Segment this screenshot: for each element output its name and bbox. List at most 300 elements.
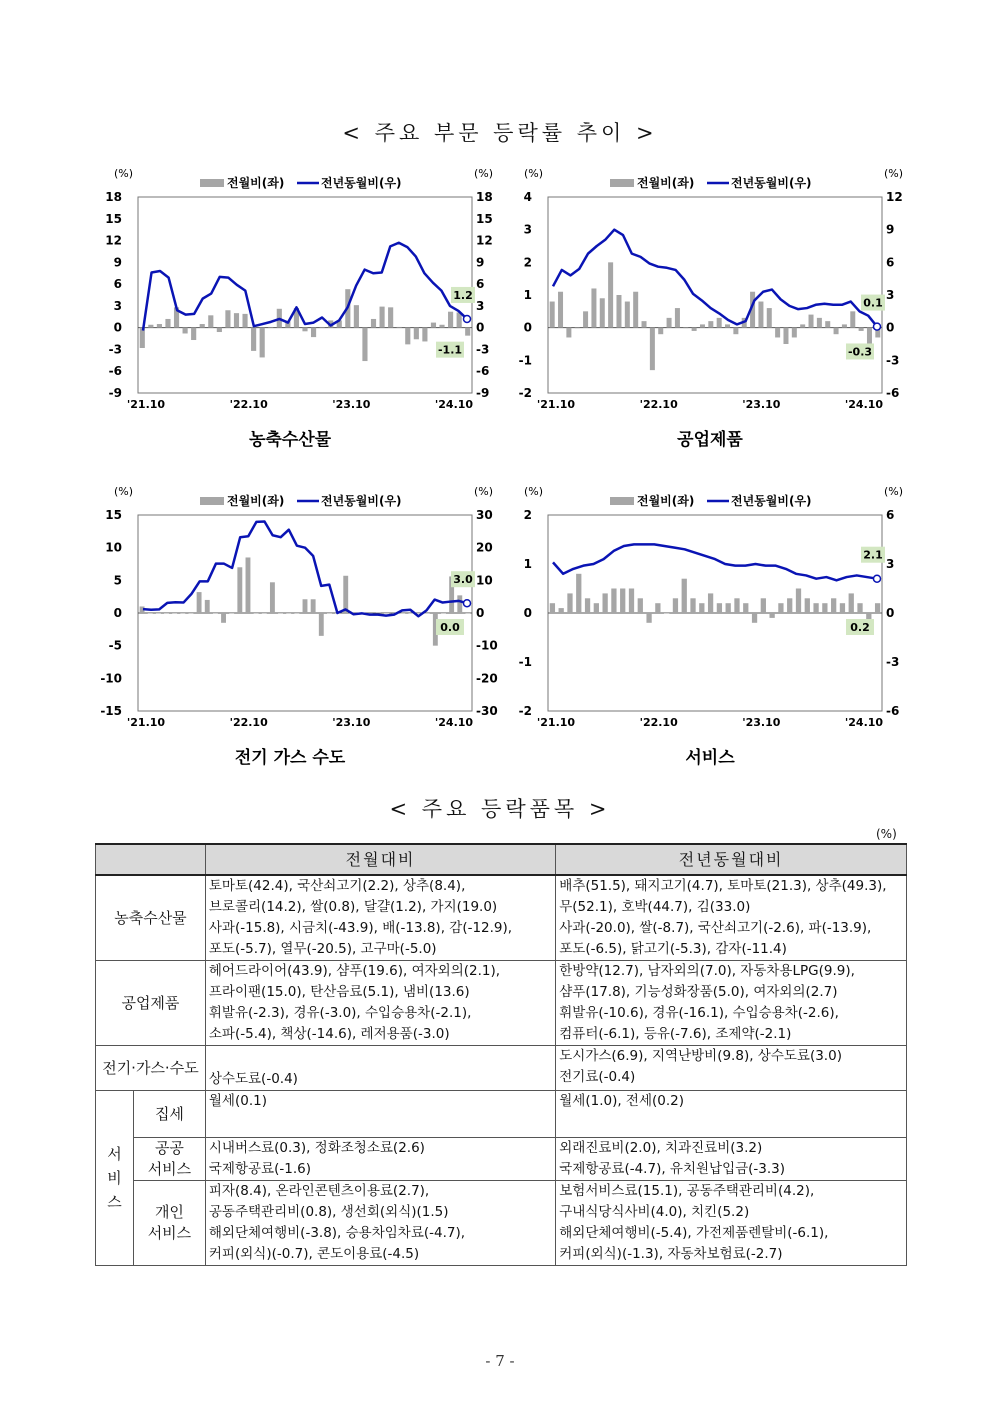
- bar: [775, 328, 780, 338]
- chart-svg: [100, 478, 500, 778]
- right-tick-label: 20: [476, 540, 493, 555]
- bar: [200, 324, 205, 328]
- item-line: 한방약(12.7), 남자외의(7.0), 자동차용LPG(9.9),: [559, 963, 855, 979]
- right-tick-label: 12: [476, 233, 493, 248]
- bar: [254, 613, 259, 614]
- bar: [664, 613, 669, 614]
- line-end-marker: [464, 315, 471, 322]
- x-tick-label: '24.10: [844, 716, 884, 729]
- left-tick-label: -1: [518, 655, 532, 669]
- bar: [834, 328, 839, 335]
- item-lines: [209, 1223, 552, 1265]
- bar: [405, 328, 410, 345]
- yoy-cell: [556, 1181, 907, 1266]
- item-line: 커피(외식)(-1.3), 자동차보험료(-2.7): [559, 1246, 783, 1262]
- items-table: [95, 843, 907, 1266]
- bar: [682, 579, 687, 613]
- left-tick-label: 15: [105, 211, 122, 226]
- item-line: 배추(51.5), 돼지고기(4.7), 토마토(21.3), 상추(49.3),: [559, 878, 887, 894]
- item-line: 토마토(42.4), 국산쇠고기(2.2), 상추(8.4),: [208, 878, 466, 894]
- bar: [875, 603, 880, 613]
- bar: [180, 613, 185, 614]
- service-char: 스: [107, 1193, 122, 1211]
- bar: [448, 312, 453, 328]
- item-lines: [209, 1069, 552, 1090]
- subcategory-line: 공공: [154, 1139, 184, 1157]
- chart-title: 공업제품: [677, 430, 743, 450]
- bar-last-label: [436, 342, 464, 358]
- item-lines: [559, 1138, 903, 1159]
- service-subcategory: [133, 1091, 205, 1138]
- bar: [800, 324, 805, 327]
- x-tick-label: '23.10: [332, 716, 371, 729]
- item-line: 월세(1.0), 전세(0.2): [559, 1093, 685, 1109]
- item-lines: [559, 961, 903, 1003]
- item-lines: [559, 1159, 903, 1180]
- x-tick-label: '22.10: [229, 716, 268, 729]
- subcategory-line: 서비스: [147, 1224, 192, 1242]
- bar: [189, 613, 194, 614]
- bar: [384, 613, 389, 614]
- bar: [431, 323, 436, 328]
- bar: [550, 603, 555, 613]
- left-tick-label: -6: [108, 364, 122, 379]
- bar: [778, 603, 783, 613]
- bar: [633, 292, 638, 328]
- bar: [625, 302, 630, 328]
- legend-bar-swatch: [200, 497, 224, 505]
- item-lines: [559, 1181, 903, 1223]
- bar: [809, 315, 814, 328]
- line-series: [553, 544, 877, 580]
- bar: [172, 613, 177, 614]
- item-line: 컴퓨터(-6.1), 등유(-7.6), 조제약(-2.1): [559, 1026, 792, 1042]
- item-line: 시내버스료(0.3), 정화조청소료(2.6): [208, 1140, 425, 1156]
- right-tick-label: -3: [476, 342, 490, 357]
- item-line: 샴푸(17.8), 기능성화장품(5.0), 여자외의(2.7): [559, 984, 838, 1000]
- bar: [566, 328, 571, 338]
- bar: [286, 613, 291, 614]
- bar-last-label: [436, 619, 464, 635]
- item-line: 휘발유(-10.6), 경유(-16.1), 수입승용차(-2.6),: [559, 1005, 839, 1021]
- chart-industrial: [510, 160, 910, 460]
- bar: [638, 598, 643, 613]
- right-tick-label: -30: [476, 704, 498, 718]
- chart-legend: [200, 175, 402, 190]
- header-yoy: 전년동월대비: [556, 844, 907, 875]
- bar: [567, 593, 572, 613]
- service-subcategory: [133, 1181, 205, 1266]
- bar: [302, 328, 307, 332]
- yoy-cell: [556, 1091, 907, 1138]
- item-lines: [559, 1003, 903, 1045]
- item-line: 헤어드라이어(43.9), 샴푸(19.6), 여자외의(2.1),: [208, 963, 501, 979]
- bar: [575, 328, 580, 329]
- bar-last-value: -0.3: [847, 345, 873, 359]
- item-line: 휘발유(-2.3), 경유(-3.0), 수입승용차(-2.1),: [208, 1005, 472, 1021]
- chart-agri: [100, 160, 500, 460]
- item-line: 포도(-6.5), 닭고기(-5.3), 감자(-11.4): [559, 941, 787, 957]
- right-tick-label: 0: [886, 320, 895, 335]
- bar: [559, 608, 564, 613]
- table-row: [96, 961, 907, 1046]
- yoy-cell: [556, 1138, 907, 1181]
- subcategory-line: 서비스: [147, 1160, 192, 1178]
- table-row: [96, 1046, 907, 1091]
- bar: [242, 314, 247, 328]
- x-tick-label: '24.10: [434, 716, 474, 729]
- left-tick-label: -1: [518, 353, 532, 368]
- x-tick-label: '22.10: [639, 398, 678, 411]
- bar: [761, 598, 766, 613]
- bar: [585, 598, 590, 613]
- right-unit: (%): [884, 485, 904, 498]
- bar-series: [550, 574, 880, 628]
- item-line: 상수도료(-0.4): [208, 1071, 298, 1087]
- header-mom: 전월대비: [205, 844, 555, 875]
- legend-line-label: 전년동월비(우): [321, 176, 402, 190]
- bar: [191, 328, 196, 340]
- bar: [234, 313, 239, 328]
- service-subcategory: [133, 1138, 205, 1181]
- bar: [708, 321, 713, 328]
- chart-services: [510, 478, 910, 778]
- row-category: 농축수산물: [96, 875, 206, 961]
- right-tick-label: 15: [476, 211, 493, 226]
- item-lines: [209, 961, 552, 1003]
- line-last-value: 0.1: [863, 296, 883, 310]
- bar-series: [550, 262, 881, 370]
- left-tick-label: 15: [105, 508, 122, 522]
- line-last-label: [451, 287, 475, 303]
- item-line: 프라이팬(15.0), 탄산음료(5.1), 냄비(13.6): [208, 984, 470, 1000]
- bar: [376, 612, 381, 613]
- bar: [157, 324, 162, 328]
- x-tick-label: '21.10: [536, 398, 576, 411]
- left-tick-label: -9: [108, 386, 122, 400]
- bar-last-value: 0.0: [440, 621, 460, 634]
- item-lines: [559, 1067, 903, 1088]
- bar: [717, 603, 722, 613]
- left-tick-label: 10: [105, 540, 122, 555]
- bar: [221, 613, 226, 623]
- bar: [796, 589, 801, 614]
- item-lines: [209, 1138, 552, 1159]
- bar: [769, 613, 774, 618]
- bar: [840, 603, 845, 613]
- item-line: 공동주택관리비(0.8), 생선회(외식)(1.5): [208, 1204, 449, 1220]
- bar: [675, 308, 680, 328]
- bar: [197, 592, 202, 613]
- left-tick-label: 2: [523, 255, 532, 270]
- bar: [692, 328, 697, 331]
- right-tick-label: 9: [476, 255, 485, 270]
- item-line: 브로콜리(14.2), 쌀(0.8), 달걀(1.2), 가지(19.0): [208, 899, 498, 915]
- bar: [849, 593, 854, 613]
- table-row: [96, 1181, 907, 1266]
- left-tick-label: 1: [523, 557, 532, 571]
- item-line: 포도(-5.7), 열무(-20.5), 고구마(-5.0): [208, 941, 437, 957]
- line-series: [143, 243, 467, 331]
- bar: [817, 318, 822, 328]
- left-tick-label: -2: [518, 386, 532, 400]
- bar: [608, 262, 613, 327]
- right-tick-label: -9: [476, 386, 490, 400]
- bar: [183, 328, 188, 334]
- item-line: 월세(0.1): [208, 1093, 267, 1109]
- right-tick-label: 6: [886, 508, 895, 522]
- right-tick-label: -3: [886, 655, 900, 669]
- chart-legend: [610, 175, 812, 190]
- bar: [156, 613, 161, 614]
- bar: [237, 567, 242, 613]
- right-tick-label: 6: [886, 255, 895, 270]
- item-lines: [559, 1046, 903, 1067]
- item-line: 외래진료비(2.0), 치과진료비(3.2): [559, 1140, 763, 1156]
- bar: [583, 311, 588, 327]
- left-tick-label: 1: [523, 288, 532, 302]
- row-category: 전기·가스·수도: [96, 1046, 206, 1091]
- line-last-label: [861, 295, 885, 311]
- bar: [831, 598, 836, 613]
- right-unit: (%): [884, 167, 904, 180]
- bar: [148, 613, 153, 614]
- item-lines: [559, 1091, 903, 1112]
- item-line: 무(52.1), 호박(44.7), 김(33.0): [559, 899, 751, 915]
- chart-svg: [510, 160, 910, 460]
- item-lines: [209, 918, 552, 960]
- bar-last-label: [846, 343, 874, 359]
- yoy-cell: [556, 1046, 907, 1091]
- right-tick-label: 0: [476, 606, 485, 620]
- chart-legend: [200, 493, 402, 508]
- bar: [397, 327, 402, 328]
- left-tick-label: 5: [113, 573, 122, 588]
- left-tick-label: 0: [523, 320, 532, 335]
- bar: [327, 613, 332, 614]
- item-line: 해외단체여행비(-5.4), 가전제품렌탈비(-6.1),: [559, 1225, 829, 1241]
- item-lines: [209, 1159, 552, 1180]
- x-tick-label: '23.10: [332, 398, 371, 411]
- bar: [620, 589, 625, 614]
- right-tick-label: -3: [886, 353, 900, 368]
- bar: [251, 328, 256, 351]
- left-unit: (%): [524, 167, 544, 180]
- left-tick-label: 0: [113, 320, 122, 335]
- item-line: 커피(외식)(-0.7), 콘도이용료(-4.5): [208, 1246, 420, 1262]
- x-tick-label: '22.10: [639, 716, 678, 729]
- left-unit: (%): [114, 167, 134, 180]
- service-category: [96, 1091, 134, 1266]
- bar: [813, 603, 818, 613]
- bar: [362, 328, 367, 361]
- left-tick-label: 12: [105, 233, 122, 248]
- item-line: 도시가스(6.9), 지역난방비(9.8), 상수도료(3.0): [559, 1048, 842, 1064]
- mom-cell: [205, 1046, 555, 1091]
- bar: [591, 288, 596, 327]
- bar: [371, 319, 376, 328]
- bar: [225, 310, 230, 327]
- right-unit: (%): [474, 167, 494, 180]
- bar: [825, 321, 830, 328]
- bar: [842, 324, 847, 327]
- bar: [859, 328, 864, 331]
- left-unit: (%): [524, 485, 544, 498]
- bar: [708, 593, 713, 613]
- item-line: 전기료(-0.4): [559, 1069, 636, 1085]
- left-unit: (%): [114, 485, 134, 498]
- bar: [743, 603, 748, 613]
- item-line: 보험서비스료(15.1), 공동주택관리비(4.2),: [559, 1183, 815, 1199]
- bar: [205, 600, 210, 613]
- mom-cell: [205, 1138, 555, 1181]
- bar: [246, 557, 251, 613]
- right-tick-label: 0: [886, 606, 895, 620]
- chart-title: 전기 가스 수도: [234, 748, 346, 768]
- bar: [457, 595, 462, 613]
- right-tick-label: -20: [476, 671, 498, 686]
- left-tick-label: 0: [523, 606, 532, 620]
- mom-cell: [205, 1181, 555, 1266]
- bar: [699, 603, 704, 613]
- bar: [752, 613, 757, 623]
- bar: [262, 613, 267, 614]
- left-tick-label: 3: [523, 222, 532, 237]
- bar: [576, 574, 581, 613]
- bar: [217, 328, 222, 332]
- legend-bar-label: 전월비(좌): [227, 494, 285, 508]
- left-tick-label: -10: [100, 671, 122, 686]
- header-blank: [96, 844, 206, 875]
- bar-last-value: -1.1: [437, 343, 463, 357]
- left-tick-label: -2: [518, 704, 532, 718]
- line-end-marker: [874, 323, 881, 330]
- bar: [805, 598, 810, 613]
- bar: [726, 603, 731, 613]
- left-tick-label: -3: [108, 342, 122, 357]
- item-lines: [209, 1091, 552, 1112]
- service-char: 서: [107, 1145, 122, 1163]
- bar: [441, 613, 446, 614]
- line-end-marker: [464, 600, 471, 607]
- left-tick-label: 4: [523, 190, 532, 204]
- subcategory-line: 개인: [154, 1203, 184, 1221]
- bar: [629, 589, 634, 614]
- bar: [850, 311, 855, 327]
- line-last-label: [861, 547, 885, 563]
- page-number: - 7 -: [485, 1352, 515, 1370]
- bar: [278, 613, 283, 614]
- mom-cell: [205, 1091, 555, 1138]
- legend-bar-swatch: [200, 179, 224, 187]
- bar: [787, 598, 792, 613]
- bar: [439, 325, 444, 328]
- left-tick-label: 3: [113, 298, 122, 313]
- chart-utilities: [100, 478, 500, 778]
- left-tick-label: 9: [113, 255, 122, 270]
- bar-last-value: 0.2: [850, 621, 870, 634]
- bar: [268, 327, 273, 328]
- plot-frame: [138, 197, 472, 393]
- bar: [414, 328, 419, 340]
- right-tick-label: -6: [886, 386, 900, 400]
- bar: [320, 327, 325, 328]
- section-title-items: < 주요 등락품목 >: [389, 797, 611, 821]
- bar: [425, 613, 430, 614]
- x-tick-label: '21.10: [126, 398, 166, 411]
- bar: [319, 613, 324, 636]
- right-tick-label: 3: [886, 288, 895, 302]
- service-char: 비: [107, 1169, 122, 1187]
- bar: [165, 319, 170, 328]
- bar: [646, 613, 651, 623]
- bar: [602, 593, 607, 613]
- yoy-cell: [556, 961, 907, 1046]
- bar: [354, 305, 359, 328]
- left-tick-label: 2: [523, 508, 532, 522]
- bar: [822, 603, 827, 613]
- yoy-cell: [556, 875, 907, 961]
- item-line: 국제항공료(-4.7), 유치원납입금(-3.3): [559, 1161, 786, 1177]
- item-line: 사과(-15.8), 시금치(-43.9), 배(-13.8), 감(-12.9),: [208, 920, 513, 936]
- left-tick-label: 18: [105, 190, 122, 204]
- chart-title: 서비스: [685, 748, 735, 768]
- legend-line-label: 전년동월비(우): [731, 176, 812, 190]
- chart-svg: [510, 478, 910, 778]
- right-tick-label: 0: [476, 320, 485, 335]
- bar: [655, 603, 660, 613]
- item-line: 구내식당식사비(4.0), 치킨(5.2): [559, 1204, 750, 1220]
- left-tick-label: -15: [100, 704, 122, 718]
- x-tick-label: '22.10: [229, 398, 268, 411]
- bar: [734, 598, 739, 613]
- bar: [148, 325, 153, 328]
- legend-bar-label: 전월비(좌): [637, 176, 695, 190]
- bar-last-label: [846, 619, 874, 635]
- bar: [683, 328, 688, 329]
- row-category: 공업제품: [96, 961, 206, 1046]
- right-tick-label: -6: [886, 704, 900, 718]
- bar: [690, 598, 695, 613]
- legend-line-label: 전년동월비(우): [731, 494, 812, 508]
- right-tick-label: 18: [476, 190, 493, 204]
- legend-bar-label: 전월비(좌): [227, 176, 285, 190]
- right-tick-label: -6: [476, 364, 490, 379]
- bar: [667, 318, 672, 328]
- table-row: [96, 1138, 907, 1181]
- bar: [594, 603, 599, 613]
- line-end-marker: [874, 575, 881, 582]
- x-tick-label: '23.10: [742, 716, 781, 729]
- bar: [550, 302, 555, 328]
- bar: [758, 302, 763, 328]
- right-tick-label: 9: [886, 222, 895, 237]
- x-tick-label: '24.10: [434, 398, 474, 411]
- item-lines: [559, 918, 903, 960]
- right-tick-label: -10: [476, 638, 498, 653]
- bar: [700, 324, 705, 327]
- bar: [783, 328, 788, 344]
- right-unit: (%): [474, 485, 494, 498]
- item-lines: [209, 1003, 552, 1045]
- bar: [733, 328, 738, 335]
- table-header-row: [96, 844, 907, 875]
- bar: [388, 307, 393, 327]
- bar: [650, 328, 655, 370]
- bar: [600, 298, 605, 327]
- legend-bar-label: 전월비(좌): [637, 494, 695, 508]
- legend-bar-swatch: [610, 497, 634, 505]
